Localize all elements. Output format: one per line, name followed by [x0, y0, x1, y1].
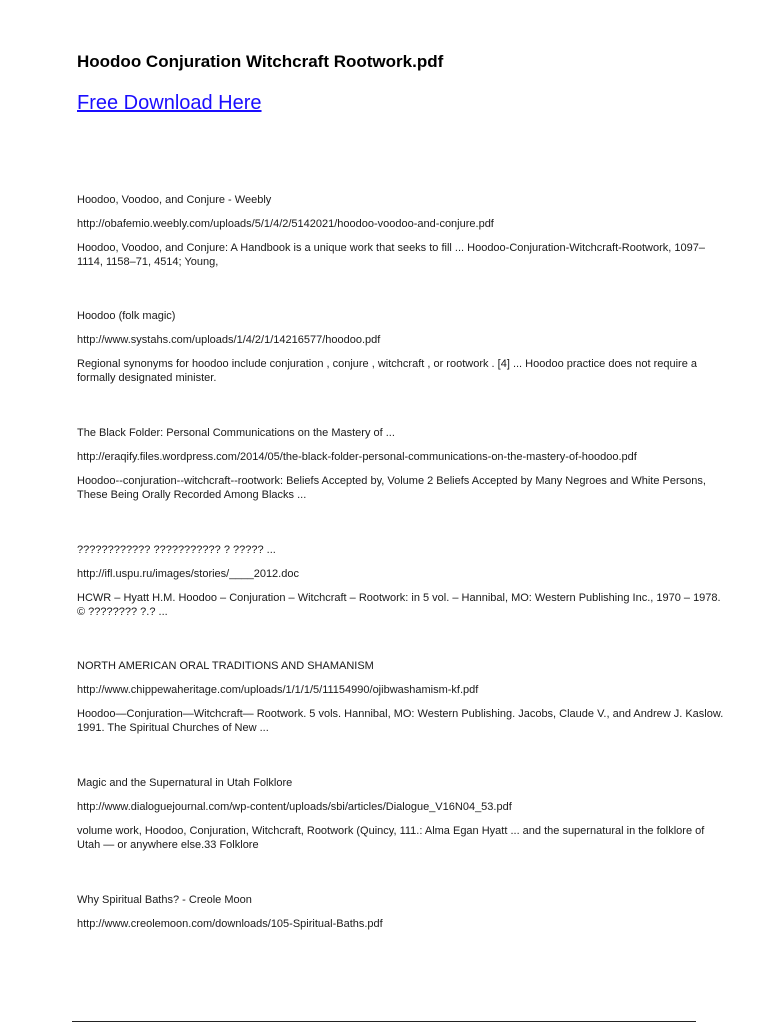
result-entry — [77, 776, 727, 852]
result-entry — [77, 659, 727, 735]
result-entry — [77, 426, 727, 502]
entry-title: Hoodoo (folk magic) — [77, 310, 176, 322]
document-title: Hoodoo Conjuration Witchcraft Rootwork.pdf — [77, 52, 444, 71]
entry-url[interactable]: http://www.dialoguejournal.com/wp-content/uploads/sbi/articles/Dialogue_V16N04_53.pdf — [77, 801, 512, 813]
result-entry — [77, 309, 727, 385]
result-entry — [77, 193, 727, 269]
entry-url[interactable]: http://ifl.uspu.ru/images/stories/____2012.doc — [77, 568, 299, 580]
result-entry — [77, 543, 727, 619]
entry-title: Magic and the Supernatural in Utah Folklore — [77, 777, 293, 789]
entry-title: The Black Folder: Personal Communications on the Mastery of ... — [77, 427, 395, 439]
entry-url[interactable]: http://eraqify.files.wordpress.com/2014/05/the-black-folder-personal-communications-on-the-mastery-of-hoodoo.pdf — [77, 451, 637, 463]
entry-url[interactable]: http://obafemio.weebly.com/uploads/5/1/4/2/5142021/hoodoo-voodoo-and-conjure.pdf — [77, 218, 494, 230]
entry-description: HCWR – Hyatt H.M. Hoodoo – Conjuration – Witchcraft – Rootwork: in 5 vol. – Hannibal, MO: Western Publishing Inc., 1970 – 1978. © ???????? ?.? ... — [77, 592, 721, 618]
entry-description: Hoodoo, Voodoo, and Conjure: A Handbook is a unique work that seeks to fill ... Hoodoo-Conjuration-Witchcraft-Rootwork, 1097–1114, 1158–71, 4514; Young, — [77, 242, 705, 268]
entry-title: Hoodoo, Voodoo, and Conjure - Weebly — [77, 194, 272, 206]
entry-description: volume work, Hoodoo, Conjuration, Witchcraft, Rootwork (Quincy, 111.: Alma Egan Hyatt ... and the supernatural in the folklore of Utah — or anywhere else.33 Folklore — [77, 825, 705, 851]
free-download-link[interactable]: Free Download Here — [77, 92, 262, 114]
entry-description: Regional synonyms for hoodoo include conjuration , conjure , witchcraft , or rootwork . [4] ... Hoodoo practice does not require a formally designated minister. — [77, 358, 697, 384]
entry-title: NORTH AMERICAN ORAL TRADITIONS AND SHAMANISM — [77, 660, 374, 672]
entry-url[interactable]: http://www.chippewaheritage.com/uploads/1/1/1/5/11154990/ojibwashamism-kf.pdf — [77, 684, 479, 696]
entry-url[interactable]: http://www.creolemoon.com/downloads/105-Spiritual-Baths.pdf — [77, 918, 383, 930]
footer-divider — [72, 1021, 696, 1022]
result-entry — [77, 893, 727, 931]
entry-title: Why Spiritual Baths? - Creole Moon — [77, 894, 252, 906]
entry-description: Hoodoo—Conjuration—Witchcraft— Rootwork. 5 vols. Hannibal, MO: Western Publishing. Jacobs, Claude V., and Andrew J. Kaslow. 1991. The Spiritual Churches of New ... — [77, 708, 724, 734]
entry-title: ???????????? ??????????? ? ????? ... — [77, 544, 276, 556]
entry-url[interactable]: http://www.systahs.com/uploads/1/4/2/1/14216577/hoodoo.pdf — [77, 334, 381, 346]
entry-description: Hoodoo--conjuration--witchcraft--rootwork: Beliefs Accepted by, Volume 2 Beliefs Accepted by Many Negroes and White Persons, These Being Orally Recorded Among Blacks ... — [77, 475, 706, 501]
